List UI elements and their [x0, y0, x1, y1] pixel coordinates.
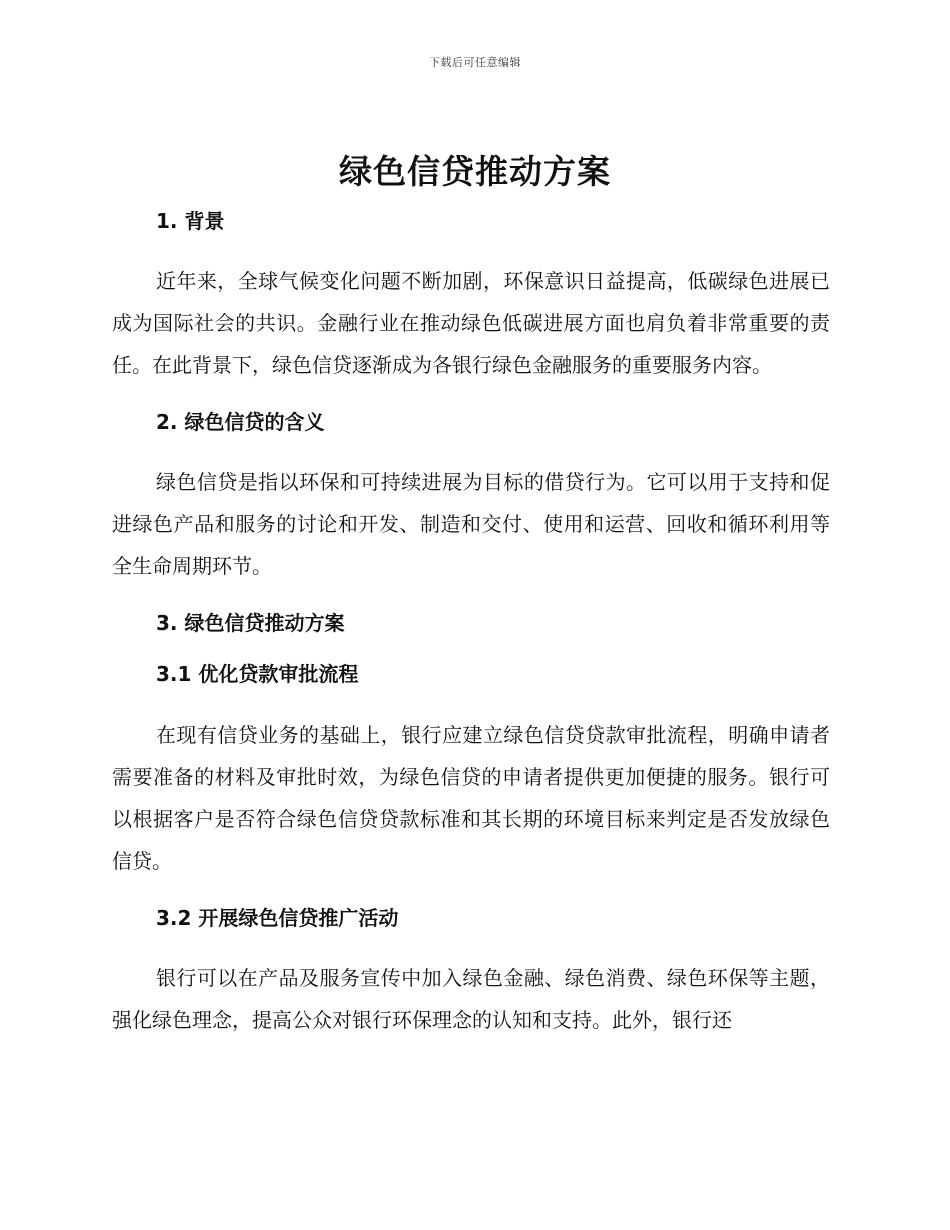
section-paragraph-definition: 绿色信贷是指以环保和可持续进展为目标的借贷行为。它可以用于支持和促进绿色产品和服务的讨论和开发、制造和交付、使用和运营、回收和循环利用等全生命周期环节。 — [112, 470, 830, 578]
section-heading-plan: 3. 绿色信贷推动方案 — [156, 611, 345, 635]
document-body — [112, 199, 830, 1041]
page-header-note: 下载后可任意编辑 — [429, 56, 521, 69]
subsection-paragraph-approval: 在现有信贷业务的基础上，银行应建立绿色信贷贷款审批流程，明确申请者需要准备的材料及审批时效，为绿色信贷的申请者提供更加便捷的服务。银行可以根据客户是否符合绿色信贷贷款标准和其长期的环境目标来判定是否发放绿色信贷。 — [112, 723, 830, 873]
section-heading-background: 1. 背景 — [156, 209, 225, 233]
section-heading-definition: 2. 绿色信贷的含义 — [156, 410, 325, 434]
subsection-paragraph-promotion: 银行可以在产品及服务宣传中加入绿色金融、绿色消费、绿色环保等主题，强化绿色理念，提高公众对银行环保理念的认知和支持。此外，银行还 — [112, 966, 830, 1032]
subsection-heading-promotion: 3.2 开展绿色信贷推广活动 — [156, 906, 399, 930]
subsection-heading-approval: 3.1 优化贷款审批流程 — [156, 662, 359, 686]
section-paragraph-background: 近年来，全球气候变化问题不断加剧，环保意识日益提高，低碳绿色进展已成为国际社会的共识。金融行业在推动绿色低碳进展方面也肩负着非常重要的责任。在此背景下，绿色信贷逐渐成为各银行绿色金融服务的重要服务内容。 — [112, 269, 830, 377]
document-title: 绿色信贷推动方案 — [339, 152, 611, 191]
